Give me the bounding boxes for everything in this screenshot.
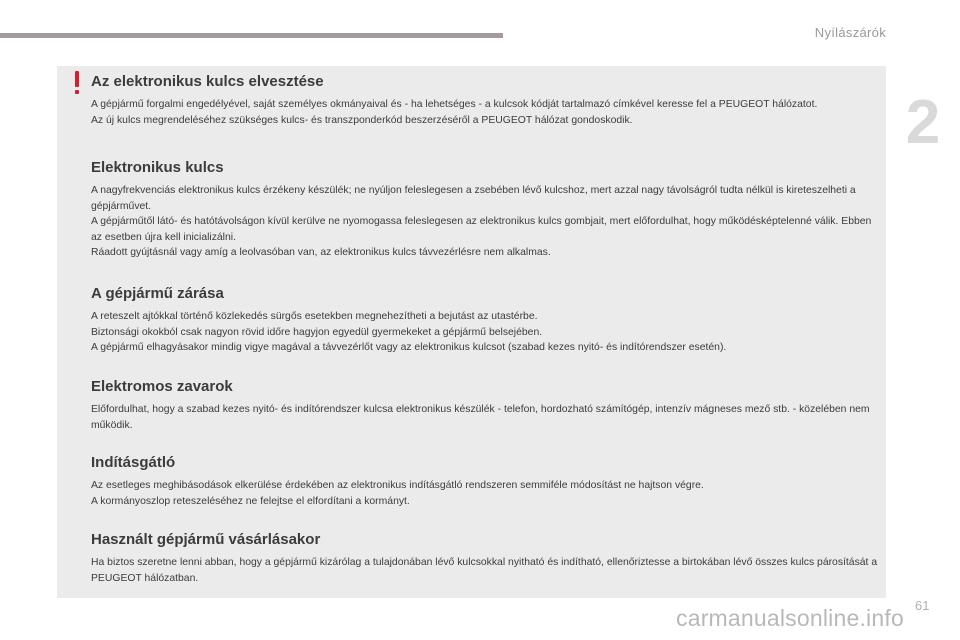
section-used-vehicle (91, 531, 881, 586)
section-paragraph: A nagyfrekvenciás elektronikus kulcs érzékeny készülék; ne nyúljon feleslegesen a zsebében lévő kulcshoz, mert azzal nagy távolságról tudta nélkül is kireteszelheti a gépjárművet. A gépjárműtől látó- és hatótávolságon kívül kerülve ne nyomogassa feleslegesen az elektronikus kulcs gombjait, mert előfordulhat, hogy működésképtelenné válik. Ebben az esetben újra kell inicializálni. Ráadott gyújtásnál vagy amíg a leolvasóban van, az elektronikus kulcs távvezérlésre nem alkalmas. (91, 185, 872, 259)
section-immobiliser (91, 454, 881, 509)
section-title: Indításgátló (91, 454, 176, 471)
section-vehicle-locking (91, 285, 881, 356)
chapter-number: 2 (905, 88, 941, 157)
section-paragraph: A gépjármű forgalmi engedélyével, saját személyes okmányaival és - ha lehetséges - a kulcsok kódját tartalmazó címkével keresse fel a PEUGEOT hálózatot. Az új kulcs megrendeléséhez szükséges kulcs- és transzponderkód beszerzéséről a PEUGEOT hálózat gondoskodik. (91, 99, 818, 126)
section-title: Az elektronikus kulcs elvesztése (91, 73, 324, 90)
section-title: Használt gépjármű vásárlásakor (91, 531, 321, 548)
section-electrical-interference (91, 378, 881, 433)
exclamation-icon (74, 71, 80, 95)
section-paragraph: Előfordulhat, hogy a szabad kezes nyitó- és indítórendszer kulcsa elektronikus készülék - telefon, hordozható számítógép, intenzív mágneses mező stb. - közelében nem működik. (91, 404, 870, 431)
section-paragraph: Az esetleges meghibásodások elkerülése érdekében az elektronikus indításgátló rendszeren semmiféle módosítást ne hajtson végre. A kormányoszlop reteszeléséhez ne felejtse el elfordítani a kormányt. (91, 480, 704, 507)
page-number: 61 (915, 598, 930, 613)
section-title: Elektromos zavarok (91, 378, 233, 395)
section-lost-key (91, 73, 881, 128)
header-accent-bar (0, 33, 503, 38)
section-title: A gépjármű zárása (91, 285, 224, 302)
section-title: Elektronikus kulcs (91, 159, 224, 176)
section-electronic-key (91, 159, 881, 261)
section-paragraph: A reteszelt ajtókkal történő közlekedés sürgős esetekben megnehezítheti a bejutást az utastérbe. Biztonsági okokból csak nagyon rövid időre hagyjon egyedül gyermekeket a gépjármű belsejében. A gépjármű elhagyásakor mindig vigye magával a távvezérlőt vagy az elektronikus kulcsot (szabad kezes nyitó- és indítórendszer esetén). (91, 311, 727, 354)
watermark: carmanualsonline.info (676, 605, 904, 631)
section-paragraph: Ha biztos szeretne lenni abban, hogy a gépjármű kizárólag a tulajdonában lévő kulcsokkal nyitható és indítható, ellenőriztesse a birtokában lévő összes kulcs párosítását a PEUGEOT hálózatban. (91, 557, 878, 584)
section-name: Nyílászárók (814, 25, 886, 40)
